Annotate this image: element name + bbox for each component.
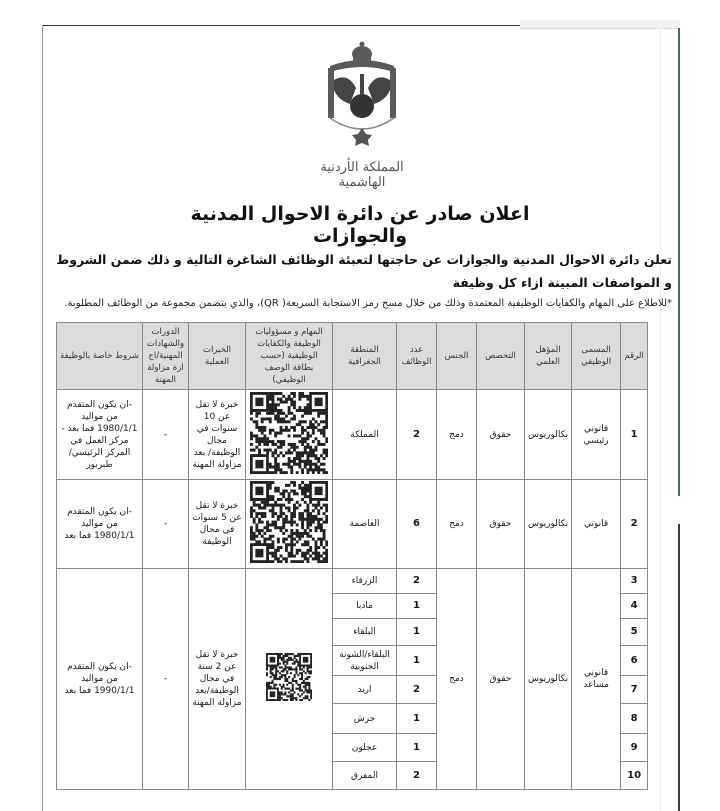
jordan-coat-of-arms-icon [320, 40, 404, 152]
row-num: 5 [621, 619, 648, 646]
table-row [57, 390, 648, 480]
row-region: جرش [333, 704, 397, 734]
row-region: الزرقاء [333, 569, 397, 594]
table-header-row [57, 323, 648, 390]
header-conditions: شروط خاصة بالوظيفة [57, 323, 143, 390]
header-courses: الدورات والشهادات المهنية/اج ازة مزاولة المهنة [143, 323, 189, 390]
row-courses: - [143, 390, 189, 480]
row-courses: - [143, 480, 189, 569]
header-tasks: المهام و مسؤوليات الوظيفة والكفايات الوظيفية (حسب بطاقة الوصف الوظيفي) [246, 323, 333, 390]
qr-code-icon[interactable] [250, 481, 328, 563]
qr-note: *للاطلاع على المهام والكفايات الوظيفية المعتمدة وذلك من خلال مسح رمز الاستجابة السريعة( QR)، والذي يتضمن مجموعة من الوظائف المطلوبة. [64, 298, 672, 309]
row-num: 8 [621, 704, 648, 734]
row-title: قانوني [572, 480, 621, 569]
row-count: 1 [397, 734, 437, 762]
header-region: المنطقة الجغرافية [333, 323, 397, 390]
header-major: التخصص [477, 323, 525, 390]
group-tasks [246, 569, 333, 790]
row-title: قانوني رئيسي [572, 390, 621, 480]
table-row [57, 569, 648, 594]
row-num: 2 [621, 480, 648, 569]
row-region: المفرق [333, 762, 397, 790]
row-count: 1 [397, 704, 437, 734]
row-major: حقوق [477, 480, 525, 569]
row-region: المملكة [333, 390, 397, 480]
group-gender: دمج [437, 569, 477, 790]
row-gender: دمج [437, 480, 477, 569]
scrollbar-thumb[interactable] [678, 524, 680, 811]
row-num: 7 [621, 676, 648, 704]
row-region: البلقاء/الشونة الجنوبية [333, 646, 397, 676]
row-experience: خبرة لا تقل عن 10 سنوات في مجال الوظيفة/ بعد مزاولة المهنة [189, 390, 246, 480]
row-degree: بكالوريوس [525, 390, 572, 480]
row-tasks [246, 390, 333, 480]
row-num: 1 [621, 390, 648, 480]
row-num: 9 [621, 734, 648, 762]
table-row [57, 480, 648, 569]
row-count: 1 [397, 646, 437, 676]
row-gender: دمج [437, 390, 477, 480]
row-conditions: -ان يكون المتقدم من مواليد 1980/1/1 فما بعد [57, 480, 143, 569]
header-title: المسمى الوظيفي [572, 323, 621, 390]
header-experience: الخبرات العملية [189, 323, 246, 390]
row-degree: بكالوريوس [525, 480, 572, 569]
row-num: 10 [621, 762, 648, 790]
kingdom-name: المملكة الأردنية الهاشمية [320, 160, 404, 190]
row-count: 2 [397, 569, 437, 594]
row-count: 1 [397, 594, 437, 619]
row-major: حقوق [477, 390, 525, 480]
header-count: عدد الوظائف [397, 323, 437, 390]
row-count: 6 [397, 480, 437, 569]
group-major: حقوق [477, 569, 525, 790]
header-degree: المؤهل العلمي [525, 323, 572, 390]
row-count: 2 [397, 676, 437, 704]
row-num: 6 [621, 646, 648, 676]
document-top-border [42, 25, 522, 26]
header-gender: الجنس [437, 323, 477, 390]
group-courses: - [143, 569, 189, 790]
window-tab-edge [520, 20, 680, 29]
qr-code-icon[interactable] [250, 392, 328, 474]
row-region: مادبا [333, 594, 397, 619]
row-experience: خبرة لا تقل عن 5 سنوات في مجال الوظيفة [189, 480, 246, 569]
group-experience: خبرة لا تقل عن 2 سنة في مجال الوظيفة/بعد مزاولة المهنة [189, 569, 246, 790]
header-num: الرقم [621, 323, 648, 390]
row-region: العاصمة [333, 480, 397, 569]
row-count: 2 [397, 390, 437, 480]
row-num: 3 [621, 569, 648, 594]
row-num: 4 [621, 594, 648, 619]
row-tasks [246, 480, 333, 569]
row-count: 2 [397, 762, 437, 790]
group-conditions: -ان يكون المتقدم من مواليد 1990/1/1 فما بعد [57, 569, 143, 790]
row-conditions: -ان يكون المتقدم من مواليد 1980/1/1 فما بعد - مركز العمل في المركز الرئيسي/طبربور [57, 390, 143, 480]
jobs-table [56, 322, 648, 790]
row-region: عجلون [333, 734, 397, 762]
intro-paragraph: تعلن دائرة الاحوال المدنية والجوازات عن حاجتها لتعبئة الوظائف الشاغرة التالية و ذلك ضمن الشروط و المواصفات المبينة ازاء كل وظيفة [56, 252, 672, 290]
document-left-border [42, 25, 43, 811]
row-region: البلقاء [333, 619, 397, 646]
page-title: اعلان صادر عن دائرة الاحوال المدنية والجوازات [190, 203, 530, 247]
group-degree: بكالوريوس [525, 569, 572, 790]
document-inner-edge [660, 28, 661, 811]
row-region: اربد [333, 676, 397, 704]
qr-code-icon[interactable] [266, 653, 312, 701]
row-count: 1 [397, 619, 437, 646]
scrollbar-track[interactable] [678, 28, 680, 496]
group-title: قانوني مساعد [572, 569, 621, 790]
